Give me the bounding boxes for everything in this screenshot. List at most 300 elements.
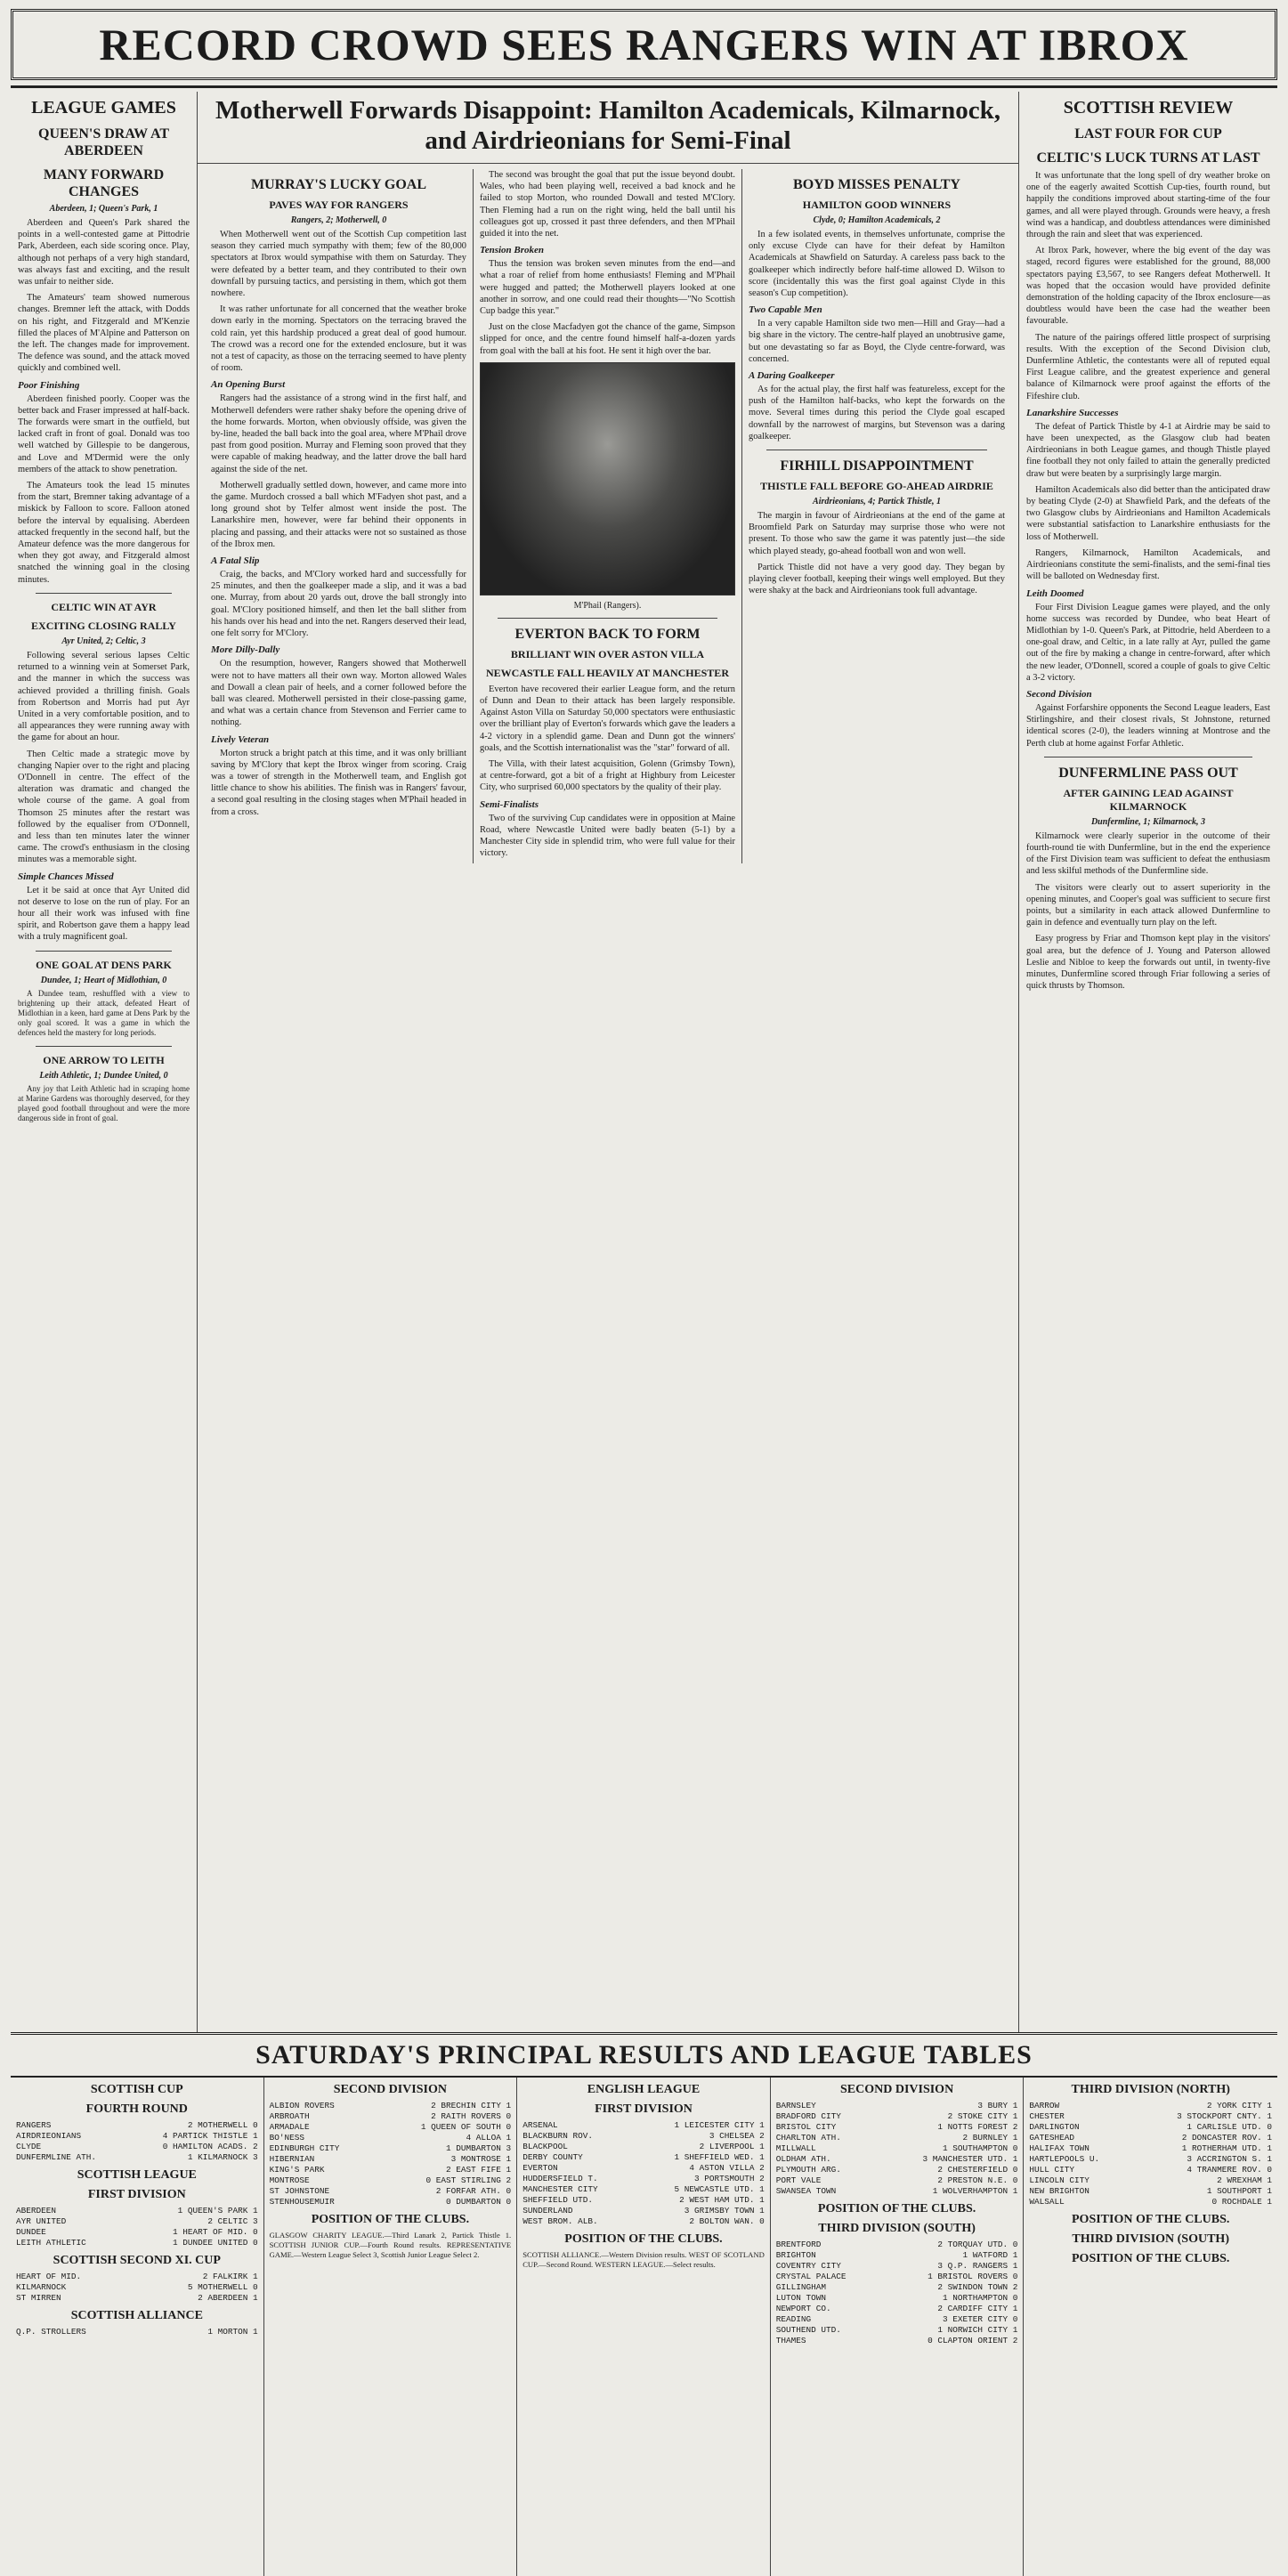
- home-team: MANCHESTER CITY: [522, 2184, 598, 2194]
- result-score: 4 PARTICK THISTLE 1: [162, 2131, 258, 2141]
- result-row: [776, 2250, 1018, 2261]
- paragraph: In a very capable Hamilton side two men—Hill and Gray—had a big share in the victory. The centre-half played an unobtrusive game, but one devastating so far as Boyd, the Clyde centre-forward, was concerned.: [749, 319, 1005, 364]
- paragraph: The Villa, with their latest acquisition, Golenn (Grimsby Town), at centre-forward, got a bit of a fright at Highbury from Leicester City, who surprised 60,000 spectators by the quality of their play.: [480, 759, 735, 793]
- result-row: [270, 2111, 512, 2122]
- centre-col-3: [742, 169, 1011, 863]
- subhead: Lanarkshire Successes: [1026, 407, 1119, 418]
- table-heading: SCOTTISH LEAGUE: [77, 2168, 197, 2182]
- home-team: CHESTER: [1029, 2111, 1065, 2121]
- home-team: ABERDEEN: [16, 2206, 57, 2216]
- table-heading: SCOTTISH CUP: [90, 2083, 183, 2096]
- home-team: BRADFORD CITY: [775, 2111, 841, 2121]
- subhead: A Fatal Slip: [211, 555, 260, 567]
- home-team: MILLWALL: [775, 2143, 816, 2153]
- masthead: RECORD CROWD SEES RANGERS WIN AT IBROX: [11, 9, 1277, 80]
- paragraph: Aberdeen and Queen's Park shared the points in a well-contested game at Pittodrie Park, Aberdeen, each side scoring once. Play, although not perhaps of a very high standard, was always fast and exciting, and the result was unfair to neither side.: [18, 218, 190, 288]
- result-score: 1 QUEEN'S PARK 1: [177, 2206, 258, 2216]
- table-heading: FIRST DIVISION: [595, 2102, 693, 2116]
- home-team: EDINBURGH CITY: [269, 2143, 340, 2153]
- top-section: [11, 92, 1277, 2032]
- result-score: 2 FALKIRK 1: [202, 2272, 258, 2281]
- result-row: [16, 2206, 258, 2216]
- result-score: 4 ALLOA 1: [466, 2133, 512, 2143]
- table-heading: ENGLISH LEAGUE: [587, 2083, 701, 2096]
- result-row: [776, 2111, 1018, 2122]
- result-row: [16, 2152, 258, 2163]
- photo-caption: M'Phail (Rangers).: [573, 600, 642, 611]
- paragraph: Against Forfarshire opponents the Second League leaders, East Stirlingshire, and their closest rivals, St Johnstone, returned identical scores (2-0), the leaders winning at Montrose and the Perth club at home against Forfar Athletic.: [1026, 702, 1270, 749]
- paragraph: As for the actual play, the first half was featureless, except for the push of the Hamilton half-backs, who kept the forwards on the move. Several times during this period the Clyde goal escaped downfall by the narrowest of margins, but Stevenson was a daring goalkeeper.: [749, 385, 1005, 441]
- result-row: [1029, 2165, 1272, 2175]
- result-row: [16, 2272, 258, 2282]
- result-row: [522, 2163, 765, 2174]
- result-score: 1 SOUTHPORT 1: [1206, 2186, 1272, 2196]
- result-score: 1 KILMARNOCK 3: [187, 2152, 258, 2162]
- result-row: [522, 2152, 765, 2163]
- result-score: 2 FORFAR ATH. 0: [435, 2186, 512, 2196]
- home-team: BRIGHTON: [775, 2250, 816, 2260]
- subhead: Tension Broken: [480, 245, 545, 256]
- paragraph: Aberdeen finished poorly. Cooper was the better back and Fraser impressed at half-back. The forwards were smart in the outfield, but lacked craft in front of goal. Donald was too well watched by Gillespie to be dangerous, and Love and M'Dermid were the only members of the attack to show penetration.: [18, 393, 190, 474]
- celtic-headline: CELTIC WIN AT AYR: [51, 600, 157, 613]
- result-score: 1 CARLISLE UTD. 0: [1187, 2122, 1272, 2132]
- result-score: 2 WREXHAM 1: [1217, 2175, 1272, 2185]
- subhead: More Dilly-Dally: [211, 644, 280, 656]
- paragraph: Easy progress by Friar and Thomson kept play in the visitors' goal area, but the defence of J. Young and Paterson allowed Leslie and Nibloe to keep the forwards out until, in twenty-five minutes, Dunfermline scored through Friar following a series of quick thrusts by Thomson.: [1026, 934, 1270, 992]
- result-row: [522, 2142, 765, 2152]
- result-score: 1 WATFORD 1: [962, 2250, 1018, 2260]
- paragraph: Motherwell gradually settled down, however, and came more into the game. Murdoch crossed a ball which M'Fadyen shot past, and a long ground shot by Telfer almost went inside the post. The Lanarkshire men, however, were far behind their opponents in placing and passing, and their attacks were not so sustained as those of the Ibrox men.: [211, 480, 466, 549]
- result-row: [776, 2336, 1018, 2346]
- left-title: LEAGUE GAMES: [31, 98, 176, 117]
- subhead: Two Capable Men: [749, 304, 822, 316]
- home-team: ARBROATH: [269, 2111, 310, 2121]
- table-heading: THIRD DIVISION (NORTH): [1071, 2083, 1230, 2096]
- result-row: [16, 2238, 258, 2248]
- paves-headline: PAVES WAY FOR RANGERS: [269, 198, 409, 211]
- home-team: STENHOUSEMUIR: [269, 2197, 335, 2207]
- fine-print: SCOTTISH ALLIANCE.—Western Division results. WEST OF SCOTLAND CUP.—Second Round. WESTERN LEAGUE.—Select results.: [522, 2250, 765, 2269]
- paragraph: Let it be said at once that Ayr United did not deserve to lose on the run of play. For an hour all their work was infused with fine spirit, and Robertson gave them a happy lead with a truly magnificent goal.: [18, 885, 190, 943]
- result-row: [776, 2293, 1018, 2304]
- result-score: 2 DONCASTER ROV. 1: [1181, 2133, 1272, 2143]
- home-team: HALIFAX TOWN: [1029, 2143, 1090, 2153]
- home-team: CHARLTON ATH.: [775, 2133, 841, 2143]
- home-team: BARNSLEY: [775, 2101, 816, 2110]
- centre-headline: Motherwell Forwards Disappoint: Hamilton Academicals, Kilmarnock, and Airdrieonians for Semi-Final: [198, 92, 1018, 164]
- table-heading: THIRD DIVISION (SOUTH): [818, 2222, 976, 2235]
- home-team: HULL CITY: [1029, 2165, 1075, 2175]
- paragraph: The defeat of Partick Thistle by 4-1 at Airdrie may be said to have been unexpected, as the Glasgow club had beaten Airdrieonians in both League games, and though Thistle played fine football they not only failed to attain the generally predicted draw but were beaten by a surprisingly large margin.: [1026, 421, 1270, 479]
- result-list: [16, 2120, 258, 2163]
- result-row: [1029, 2111, 1272, 2122]
- home-team: LINCOLN CITY: [1029, 2175, 1090, 2185]
- result-row: [270, 2186, 512, 2197]
- result-row: [1029, 2133, 1272, 2143]
- subhead: Lively Veteran: [211, 733, 270, 745]
- result-row: [270, 2197, 512, 2207]
- result-score: 0 DUMBARTON 0: [446, 2197, 512, 2207]
- result-score: 1 LEICESTER CITY 1: [674, 2120, 765, 2130]
- home-team: BARROW: [1029, 2101, 1060, 2110]
- subhead: Second Division: [1026, 688, 1092, 700]
- separator: [36, 593, 172, 594]
- home-team: CRYSTAL PALACE: [775, 2272, 847, 2281]
- result-score: 3 MONTROSE 1: [450, 2154, 512, 2164]
- home-team: HUDDERSFIELD T.: [522, 2174, 598, 2183]
- result-score: 1 NORTHAMPTON 0: [943, 2293, 1018, 2303]
- result-row: [270, 2101, 512, 2111]
- centre-column: [198, 92, 1019, 2032]
- paragraph: The Amateurs took the lead 15 minutes from the start, Bremner taking advantage of a miskick by Falloon to score. Falloon atoned before the interval by equalising. Aberdeen attacked frequently in the second half, but the Amateur defence was the more dangerous for when they got away, and Fitzgerald almost snatched the winning goal in the closing minutes.: [18, 481, 190, 585]
- score-line: Rangers, 2; Motherwell, 0: [290, 215, 387, 225]
- result-score: 2 SWINDON TOWN 2: [937, 2282, 1018, 2292]
- paragraph: The margin in favour of Airdrieonians at the end of the game at Broomfield Park on Saturday may surprise those who were not present. To those who saw the game it was patently just—the side which played steady, go-ahead football won and won well.: [749, 511, 1005, 556]
- result-score: 1 SOUTHAMPTON 0: [943, 2143, 1018, 2153]
- table-heading: POSITION OF THE CLUBS.: [1072, 2213, 1230, 2226]
- home-team: EVERTON: [522, 2163, 558, 2173]
- paragraph: It was unfortunate that the long spell of dry weather broke on one of the eagerly awaited Scottish Cup-ties, fourth round, but happily the conditions improved about starting-time of the four games, and all were played through. Grounds were heavy, a fresh wind was a handicap, and doubtless attendances were diminished through the rain and sleet that was experienced.: [1026, 171, 1270, 240]
- home-team: LEITH ATHLETIC: [16, 2238, 86, 2248]
- result-score: 2 WEST HAM UTD. 1: [679, 2195, 765, 2205]
- result-row: [1029, 2175, 1272, 2186]
- result-score: 1 HEART OF MID. 0: [172, 2227, 258, 2237]
- result-score: 1 NORWICH CITY 1: [937, 2325, 1018, 2335]
- result-score: 3 MANCHESTER UTD. 1: [922, 2154, 1018, 2164]
- home-team: PORT VALE: [775, 2175, 822, 2185]
- leith-headline: ONE ARROW TO LEITH: [43, 1053, 165, 1066]
- paragraph: The second was brought the goal that put the issue beyond doubt. Wales, who had been playing well, received a bad knock and he failed to stop Morton, who rounded Dowall and tested M'Clory. Then Fleming had a run on the right wing, held the ball until his colleagues got up, crossed it past three defenders, and then M'Phail guided it into the net.: [480, 170, 735, 239]
- home-team: READING: [775, 2314, 812, 2324]
- home-team: DUNDEE: [16, 2227, 46, 2237]
- paragraph: At Ibrox Park, however, where the big event of the day was staged, record figures were established for the ground, 88,000 spectators paying £3,567, to see Rangers defeat Motherwell. It was hoped that the occasion would have provided definite demonstration of the holding capacity of the Ibrox enclosure—as doubtless would have been the case had the weather been favourable.: [1026, 246, 1270, 327]
- paragraph: Partick Thistle did not have a very good day. They began by playing clever football, keeping their wings well employed. But they were shaky at the back and Airdrieonians took full advantage.: [749, 562, 1005, 596]
- home-team: SOUTHEND UTD.: [775, 2325, 841, 2335]
- result-list: [776, 2240, 1018, 2346]
- paragraph: Thus the tension was broken seven minutes from the end—and what a roar of relief from home enthusiasts! Fleming and M'Phail were hugged and patted; the Motherwell players looked at one another in sorrow, and one could read their thoughts—"No Scottish Cup badge this year.": [480, 259, 735, 317]
- result-score: 0 EAST STIRLING 2: [425, 2175, 512, 2185]
- result-row: [16, 2216, 258, 2227]
- subhead: Semi-Finalists: [480, 798, 539, 810]
- result-score: 3 Q.P. RANGERS 1: [937, 2261, 1018, 2271]
- result-score: 2 CHESTERFIELD 0: [937, 2165, 1018, 2175]
- home-team: BLACKPOOL: [522, 2142, 568, 2151]
- result-row: [16, 2227, 258, 2238]
- table-heading: POSITION OF THE CLUBS.: [1072, 2252, 1230, 2265]
- table-heading: SECOND DIVISION: [333, 2083, 447, 2096]
- results-col-2: [264, 2078, 518, 2576]
- result-row: [776, 2175, 1018, 2186]
- firhill-headline: FIRHILL DISAPPOINTMENT: [780, 458, 974, 474]
- result-score: 2 LIVERPOOL 1: [699, 2142, 765, 2151]
- home-team: AYR UNITED: [16, 2216, 67, 2226]
- home-team: WALSALL: [1029, 2197, 1065, 2207]
- result-score: 1 BRISTOL ROVERS 0: [928, 2272, 1018, 2281]
- home-team: BO'NESS: [269, 2133, 304, 2143]
- result-row: [1029, 2154, 1272, 2165]
- result-score: 2 BOLTON WAN. 0: [689, 2216, 765, 2226]
- result-row: [776, 2186, 1018, 2197]
- score-line: Airdrieonians, 4; Partick Thistle, 1: [813, 497, 941, 507]
- home-team: WEST BROM. ALB.: [522, 2216, 598, 2226]
- home-team: GATESHEAD: [1029, 2133, 1075, 2143]
- result-list: [16, 2272, 258, 2304]
- result-score: 2 BURNLEY 1: [962, 2133, 1018, 2143]
- result-row: [270, 2133, 512, 2143]
- home-team: HIBERNIAN: [269, 2154, 315, 2164]
- result-row: [776, 2165, 1018, 2175]
- table-heading: SECOND DIVISION: [839, 2083, 954, 2096]
- subhead: Leith Doomed: [1026, 587, 1084, 599]
- result-row: [16, 2327, 258, 2337]
- result-row: [522, 2184, 765, 2195]
- result-score: 2 CELTIC 3: [207, 2216, 258, 2226]
- paragraph: On the resumption, however, Rangers showed that Motherwell were not to have matters all their own way. Morton allowed Wales and Dowall a clean pair of heels, and a corner followed before the ball was cleared. Motherwell persisted in their close-passing game, and what was a certain chance from Stevenson and Ferrier came to nothing.: [211, 659, 466, 728]
- player-photo: [480, 362, 735, 595]
- result-score: 2 EAST FIFE 1: [446, 2165, 512, 2175]
- result-list: [16, 2206, 258, 2248]
- subhead: A Daring Goalkeeper: [749, 370, 835, 382]
- result-score: 3 GRIMSBY TOWN 1: [684, 2206, 765, 2216]
- centre-inner: [205, 169, 1011, 863]
- results-col-3: [517, 2078, 771, 2576]
- result-score: 1 WOLVERHAMPTON 1: [932, 2186, 1018, 2196]
- result-row: [1029, 2122, 1272, 2133]
- result-score: 3 PORTSMOUTH 2: [694, 2174, 765, 2183]
- results-col-1: [11, 2078, 264, 2576]
- table-heading: FOURTH ROUND: [85, 2102, 188, 2116]
- boyd-headline: BOYD MISSES PENALTY: [793, 177, 960, 192]
- result-row: [1029, 2197, 1272, 2207]
- result-row: [270, 2165, 512, 2175]
- paragraph: Craig, the backs, and M'Clory worked hard and successfully for 25 minutes, and then the goalkeeper made a slip, and it was a bad one. Murray, from about 20 yards out, drove the ball strongly into goal. M'Clory positioned himself, and then let the ball slither from his hands over his head and into the net. Rangers deserved their lead, one felt sorry for M'Clory.: [211, 570, 466, 639]
- celtic-sub: EXCITING CLOSING RALLY: [31, 619, 176, 632]
- result-score: 2 STOKE CITY 1: [947, 2111, 1018, 2121]
- separator: [36, 1046, 172, 1047]
- result-row: [776, 2314, 1018, 2325]
- result-score: 1 MORTON 1: [207, 2327, 258, 2337]
- paragraph: The nature of the pairings offered little prospect of surprising results. With the exception of the Second Division club, Dunfermline Athletic, the contestants were all of reputed equal First League calibre, and the greatest experience and general balance of Kilmarnock were proof against the efforts of the Fifeshire club.: [1026, 332, 1270, 401]
- result-row: [522, 2174, 765, 2184]
- result-row: [16, 2120, 258, 2131]
- paragraph: Any joy that Leith Athletic had in scraping home at Marine Gardens was thoroughly deserved, for they played good football throughout and were the more dangerous side in front of goal.: [18, 1083, 190, 1123]
- rule: [11, 85, 1277, 88]
- result-row: [1029, 2186, 1272, 2197]
- home-team: DUNFERMLINE ATH.: [16, 2152, 97, 2162]
- dens-headline: ONE GOAL AT DENS PARK: [36, 958, 172, 971]
- table-heading: THIRD DIVISION (SOUTH): [1072, 2232, 1229, 2246]
- paragraph: When Motherwell went out of the Scottish Cup competition last season they carried much sympathy with them; few of the 80,000 spectators at Ibrox would sympathise with them on Saturday. They were defeated by a better team, and they contributed to their own downfall by pursuing tactics, and persisting in them, which got them nowhere.: [211, 230, 466, 299]
- separator: [498, 618, 717, 619]
- result-row: [776, 2101, 1018, 2111]
- result-score: 1 ROTHERHAM UTD. 1: [1181, 2143, 1272, 2153]
- result-score: 2 YORK CITY 1: [1206, 2101, 1272, 2110]
- result-list: [16, 2327, 258, 2337]
- right-title: SCOTTISH REVIEW: [1063, 98, 1234, 117]
- home-team: AIRDRIEONIANS: [16, 2131, 82, 2141]
- result-row: [522, 2216, 765, 2227]
- paragraph: Morton struck a bright patch at this time, and it was only brilliant saving by M'Clory that kept the Ibrox winger from scoring. Craig was a tower of strength in the Motherwell team, and English got little chance to show his abilities. The finish was in Rangers' favour, a second goal resulting in the closing stages when M'Phail headed in from a cross.: [211, 748, 466, 817]
- paragraph: It was rather unfortunate for all concerned that the weather broke down early in the morning. Spectators on the terracing braved the cold rain, yet this hardship produced a great deal of good humour. The crowd was a record one for the extended enclosure, but it was not a test of capacity, as those on the terracing seemed to have plenty of room.: [211, 304, 466, 374]
- home-team: NEWPORT CO.: [775, 2304, 831, 2313]
- results-section: [11, 2078, 1277, 2576]
- paragraph: Rangers had the assistance of a strong wind in the first half, and Motherwell defenders were rather shaky before the opening drive of the home forwards. Morton, when obviously offside, was given the by-line, headed the ball back into the goal area, where M'Phail drove past from good position. Murray and Fleming soon proved that they were capable of making headway, and the latter drove the ball hard against the side of the net.: [211, 393, 466, 474]
- home-team: KILMARNOCK: [16, 2282, 67, 2292]
- right-column: [1019, 92, 1277, 2032]
- result-row: [270, 2175, 512, 2186]
- paragraph: The visitors were clearly out to assert superiority in the opening minutes, and Cooper's goal was sufficient to secure first points, but a similarity in each attack allowed Dunfermline to gain in defence and eventually turn play on the left.: [1026, 882, 1270, 928]
- score-line: Dundee, 1; Heart of Midlothian, 0: [40, 975, 167, 985]
- result-list: [1029, 2101, 1272, 2207]
- home-team: BLACKBURN ROV.: [522, 2131, 593, 2141]
- result-row: [522, 2120, 765, 2131]
- result-row: [16, 2142, 258, 2152]
- result-score: 2 ABERDEEN 1: [198, 2293, 258, 2303]
- home-team: SWANSEA TOWN: [775, 2186, 837, 2196]
- dunf-headline: DUNFERMLINE PASS OUT: [1058, 765, 1238, 781]
- result-score: 4 TRANMERE ROV. 0: [1187, 2165, 1272, 2175]
- home-team: RANGERS: [16, 2120, 52, 2130]
- score-line: Clyde, 0; Hamilton Academicals, 2: [813, 215, 941, 225]
- table-heading: FIRST DIVISION: [87, 2188, 186, 2201]
- table-heading: POSITION OF THE CLUBS.: [817, 2202, 976, 2216]
- results-col-5: [1024, 2078, 1277, 2576]
- result-row: [776, 2133, 1018, 2143]
- home-team: DARLINGTON: [1029, 2122, 1080, 2132]
- dunf-sub: AFTER GAINING LEAD AGAINST KILMARNOCK: [1063, 786, 1234, 813]
- left-sub2: MANY FORWARD CHANGES: [43, 167, 165, 199]
- result-score: 2 MOTHERWELL 0: [187, 2120, 258, 2130]
- score-line: Leith Athletic, 1; Dundee United, 0: [39, 1070, 168, 1081]
- thistle-headline: THISTLE FALL BEFORE GO-AHEAD AIRDRIE: [760, 480, 993, 493]
- result-row: [1029, 2143, 1272, 2154]
- home-team: CLYDE: [16, 2142, 42, 2151]
- paragraph: Then Celtic made a strategic move by changing Napier over to the right and placing O'Donnell in centre. The effect of the alteration was dramatic and changed the whole course of the game. A goal from Thomson 25 minutes after the restart was followed by the equaliser from O'Donnell, and less than ten minutes later the winner came. The crowd's enthusiasm in the closing minutes was a memorable sight.: [18, 749, 190, 865]
- result-row: [776, 2261, 1018, 2272]
- paragraph: Two of the surviving Cup candidates were in opposition at Maine Road, where Newcastle United were badly beaten (5-1) by a Manchester City side in splendid trim, who were full value for their victory.: [480, 813, 735, 859]
- newcastle-sub: NEWCASTLE FALL HEAVILY AT MANCHESTER: [486, 666, 729, 679]
- result-row: [776, 2282, 1018, 2293]
- result-score: 3 STOCKPORT CNTY. 1: [1177, 2111, 1272, 2121]
- home-team: KING'S PARK: [269, 2165, 325, 2175]
- score-line: Ayr United, 2; Celtic, 3: [61, 636, 146, 646]
- result-list: [776, 2101, 1018, 2197]
- paragraph: In a few isolated events, in themselves unfortunate, comprise the only excuse Clyde can have for their defeat by Hamilton Academicals at Shawfield on Saturday. A careless pass back to the goalkeeper which indirectly before half-time allowed D. Wilson to score (incidentally this was the first goal against Clyde in this season's Cup competition).: [749, 230, 1005, 299]
- paragraph: The Amateurs' team showed numerous changes. Bremner left the attack, with Dodds on his right, and Fitzgerald and M'Kenzie filled the places of M'Alpine and Patterson on the left. The changes made for improvement. The defence was sound, and the attack moved quickly and combined well.: [18, 293, 190, 374]
- paragraph: Kilmarnock were clearly superior in the outcome of their fourth-round tie with Dunfermline, but in the end the experience of the First Division team was sufficient to defeat the enthusiasm and less skilful methods of the Dunfermline side.: [1026, 830, 1270, 877]
- home-team: ALBION ROVERS: [269, 2101, 335, 2110]
- result-row: [522, 2206, 765, 2216]
- result-score: 2 TORQUAY UTD. 0: [937, 2240, 1018, 2249]
- result-row: [1029, 2101, 1272, 2111]
- table-heading: SCOTTISH ALLIANCE: [70, 2309, 203, 2322]
- score-line: Aberdeen, 1; Queen's Park, 1: [49, 204, 158, 214]
- result-list: [522, 2120, 765, 2227]
- result-row: [270, 2154, 512, 2165]
- result-row: [522, 2195, 765, 2206]
- paragraph: Following several serious lapses Celtic returned to a winning vein at Somerset Park, and the manner in which the success was achieved provided a thrilling finish. Goals from Robertson and Morris had put Ayr United in a very comfortable position, and to all appearances they were running away with the game for about an hour.: [18, 650, 190, 743]
- result-score: 3 ACCRINGTON S. 1: [1187, 2154, 1272, 2164]
- result-row: [776, 2154, 1018, 2165]
- result-row: [776, 2240, 1018, 2250]
- home-team: ST JOHNSTONE: [269, 2186, 330, 2196]
- result-score: 1 DUNDEE UNITED 0: [172, 2238, 258, 2248]
- paragraph: Just on the close Macfadyen got the chance of the game, Simpson slipped for once, and the centre found himself half-a-dozen yards from goal with the ball at his foot. He sent it high over the bar.: [480, 322, 735, 356]
- result-score: 1 QUEEN OF SOUTH 0: [420, 2122, 512, 2132]
- result-row: [776, 2304, 1018, 2314]
- result-row: [776, 2325, 1018, 2336]
- home-team: DERBY COUNTY: [522, 2152, 583, 2162]
- centre-col-1: [205, 169, 474, 863]
- result-score: 2 PRESTON N.E. 0: [937, 2175, 1018, 2185]
- result-score: 2 CARDIFF CITY 1: [937, 2304, 1018, 2313]
- result-score: 0 ROCHDALE 1: [1211, 2197, 1272, 2207]
- home-team: COVENTRY CITY: [775, 2261, 841, 2271]
- result-score: 3 BURY 1: [977, 2101, 1018, 2110]
- home-team: HARTLEPOOLS U.: [1029, 2154, 1100, 2164]
- paragraph: Rangers, Kilmarnock, Hamilton Academicals, and Airdrieonians constitute the semi-finalists, and the semi-final ties will be balloted on Wednesday first.: [1026, 547, 1270, 582]
- result-score: 2 BRECHIN CITY 1: [431, 2101, 512, 2110]
- result-row: [16, 2131, 258, 2142]
- result-row: [776, 2272, 1018, 2282]
- left-column: [11, 92, 198, 2032]
- everton-headline: EVERTON BACK TO FORM: [514, 626, 701, 642]
- home-team: SHEFFIELD UTD.: [522, 2195, 593, 2205]
- result-score: 0 HAMILTON ACADS. 2: [162, 2142, 258, 2151]
- hamilton-headline: HAMILTON GOOD WINNERS: [802, 198, 952, 211]
- result-list: [270, 2101, 512, 2207]
- result-score: 3 EXETER CITY 0: [943, 2314, 1018, 2324]
- results-col-4: [771, 2078, 1025, 2576]
- result-score: 5 NEWCASTLE UTD. 1: [674, 2184, 765, 2194]
- result-score: 0 CLAPTON ORIENT 2: [928, 2336, 1018, 2345]
- home-team: LUTON TOWN: [775, 2293, 827, 2303]
- home-team: BRENTFORD: [775, 2240, 822, 2249]
- home-team: SUNDERLAND: [522, 2206, 573, 2216]
- result-score: 1 DUMBARTON 3: [446, 2143, 512, 2153]
- fine-print: GLASGOW CHARITY LEAGUE.—Third Lanark 2, Partick Thistle 1. SCOTTISH JUNIOR CUP.—Fourth Round results. REPRESENTATIVE GAME.—Western League Select 3, Scottish Junior League Select 2.: [269, 2231, 512, 2259]
- centre-col-2: [474, 169, 742, 863]
- home-team: Q.P. STROLLERS: [16, 2327, 86, 2337]
- home-team: OLDHAM ATH.: [775, 2154, 831, 2164]
- paragraph: Everton have recovered their earlier League form, and the return of Dunn and Dean to their attack has been largely responsible. Against Aston Villa on Saturday 50,000 spectators were enthusiastic over the brilliant play of Everton's forwards which gave the leaders a 4-2 victory in a splendid game. Dean and Dunn got the winners' goals, and the Scottish internationalist was the "star" forward of all.: [480, 684, 735, 753]
- paragraph: Hamilton Academicals also did better than the anticipated draw by beating Clyde (2-0) at Shawfield Park, and the defeats of the two Glasgow clubs by Airdrieonians and Hamilton Academicals were substantial satisfaction to Lanarkshire enthusiasts for the loss of Motherwell.: [1026, 484, 1270, 542]
- subhead: Simple Chances Missed: [18, 871, 114, 882]
- home-team: THAMES: [775, 2336, 806, 2345]
- paragraph: A Dundee team, reshuffled with a view to brightening up their attack, defeated Heart of Midlothian in a keen, hard game at Dens Park by the only goal scored. It was a game in which the defences held the mastery for long periods.: [18, 988, 190, 1038]
- separator: [36, 951, 172, 952]
- results-title: SATURDAY'S PRINCIPAL RESULTS AND LEAGUE TABLES: [11, 2032, 1277, 2078]
- result-score: 2 RAITH ROVERS 0: [431, 2111, 512, 2121]
- right-sub1: LAST FOUR FOR CUP: [1074, 126, 1222, 142]
- result-score: 3 CHELSEA 2: [709, 2131, 765, 2141]
- home-team: NEW BRIGHTON: [1029, 2186, 1090, 2196]
- result-row: [776, 2122, 1018, 2133]
- result-score: 5 MOTHERWELL 0: [187, 2282, 258, 2292]
- left-sub1: QUEEN'S DRAW AT ABERDEEN: [38, 126, 169, 158]
- result-row: [522, 2131, 765, 2142]
- right-sub2: CELTIC'S LUCK TURNS AT LAST: [1036, 150, 1260, 166]
- subhead: An Opening Burst: [211, 379, 286, 391]
- table-heading: SCOTTISH SECOND XI. CUP: [53, 2254, 221, 2267]
- result-row: [16, 2293, 258, 2304]
- home-team: PLYMOUTH ARG.: [775, 2165, 841, 2175]
- table-heading: POSITION OF THE CLUBS.: [311, 2213, 470, 2226]
- result-score: 4 ASTON VILLA 2: [689, 2163, 765, 2173]
- home-team: BRISTOL CITY: [775, 2122, 837, 2132]
- home-team: ARMADALE: [269, 2122, 310, 2132]
- result-row: [776, 2143, 1018, 2154]
